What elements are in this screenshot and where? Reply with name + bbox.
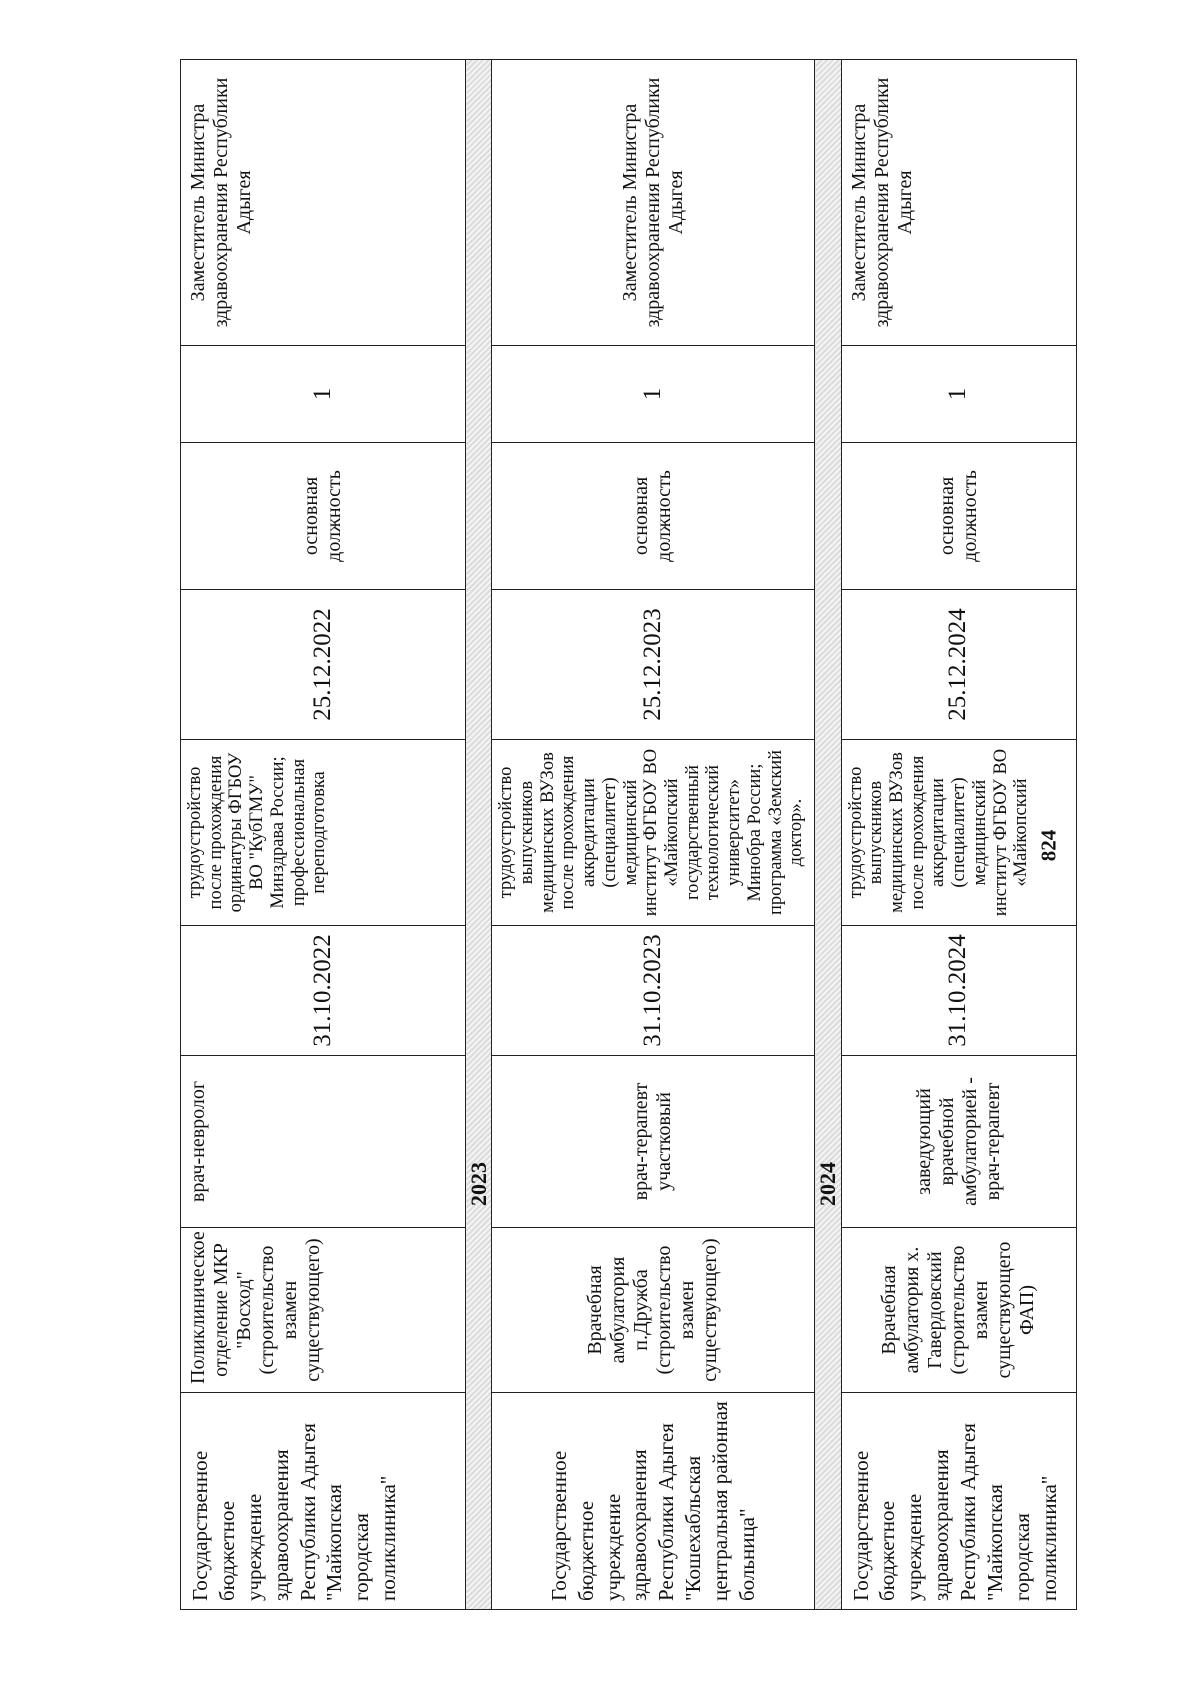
date-start-cell: 31.10.2022 bbox=[181, 926, 466, 1056]
date-end-cell: 25.12.2024 bbox=[841, 590, 1076, 740]
position-cell: врач-невролог bbox=[181, 1056, 466, 1228]
facility-cell: Врачебная амбулатория п.Дружба (строительство взамен существующего) bbox=[492, 1228, 815, 1393]
table-row bbox=[492, 60, 815, 1610]
measure-cell: трудоустройство выпускников медицинских ВУЗов после прохождения аккредитации (специалитет) медицинский институт ФГБОУ ВО «Майкопский государственный технологический университет» Минобра России; программа «Земский доктор». bbox=[492, 740, 815, 926]
date-end-cell: 25.12.2022 bbox=[181, 590, 466, 740]
year-separator-row bbox=[466, 60, 492, 1610]
year-separator-row bbox=[815, 60, 841, 1610]
responsible-cell: Заместитель Министра здравоохранения Республики Адыгея bbox=[841, 60, 1076, 346]
facility-cell: Поликлиническое отделение МКР "Восход"(строительство взамен существующего) bbox=[181, 1228, 466, 1393]
page-number-text: 824 bbox=[1036, 829, 1061, 862]
responsible-cell: Заместитель Министра здравоохранения Республики Адыгея bbox=[492, 60, 815, 346]
date-end-cell: 25.12.2023 bbox=[492, 590, 815, 740]
responsible-cell: Заместитель Министра здравоохранения Республики Адыгея bbox=[181, 60, 466, 346]
position-cell: заведующий врачебной амбулаторией - врач-терапевт bbox=[841, 1056, 1076, 1228]
year-label: 2024 bbox=[815, 1162, 841, 1206]
position-type-cell: основная должность bbox=[181, 443, 466, 590]
count-cell: 1 bbox=[492, 346, 815, 443]
position-type-cell: основная должность bbox=[492, 443, 815, 590]
date-start-cell: 31.10.2023 bbox=[492, 926, 815, 1056]
institution-cell: Государственное бюджетное учреждение здравоохранения Республики Адыгея "Майкопская городская поликлиника" bbox=[181, 1393, 466, 1610]
count-cell: 1 bbox=[841, 346, 1076, 443]
institution-cell: Государственное бюджетное учреждение здравоохранения Республики Адыгея "Майкопская городская поликлиника" bbox=[841, 1393, 1076, 1610]
measure-cell: трудоустройство выпускников медицинских ВУЗов после прохождения аккредитации (специалитет) медицинский институт ФГБОУ ВО «Майкопский bbox=[841, 740, 1076, 926]
measure-cell: трудоустройство после прохождения ординатуры ФГБОУ ВО "КубГМУ" Минздрава России; профессиональная переподготовка bbox=[181, 740, 466, 926]
page-number bbox=[1037, 815, 1059, 875]
year-label: 2023 bbox=[466, 1162, 491, 1206]
rotated-page bbox=[180, 60, 1080, 1610]
staffing-table bbox=[180, 59, 1077, 1610]
count-cell: 1 bbox=[181, 346, 466, 443]
position-type-cell: основная должность bbox=[841, 443, 1076, 590]
table-row bbox=[181, 60, 466, 1610]
institution-cell: Государственное бюджетное учреждение здравоохранения Республики Адыгея "Кошехабльская центральная районная больница" bbox=[492, 1393, 815, 1610]
facility-cell: Врачебная амбулатория х. Гавердовский (строительство взамен существующего ФАП) bbox=[841, 1228, 1076, 1393]
date-start-cell: 31.10.2024 bbox=[841, 926, 1076, 1056]
position-cell: врач-терапевт участковый bbox=[492, 1056, 815, 1228]
